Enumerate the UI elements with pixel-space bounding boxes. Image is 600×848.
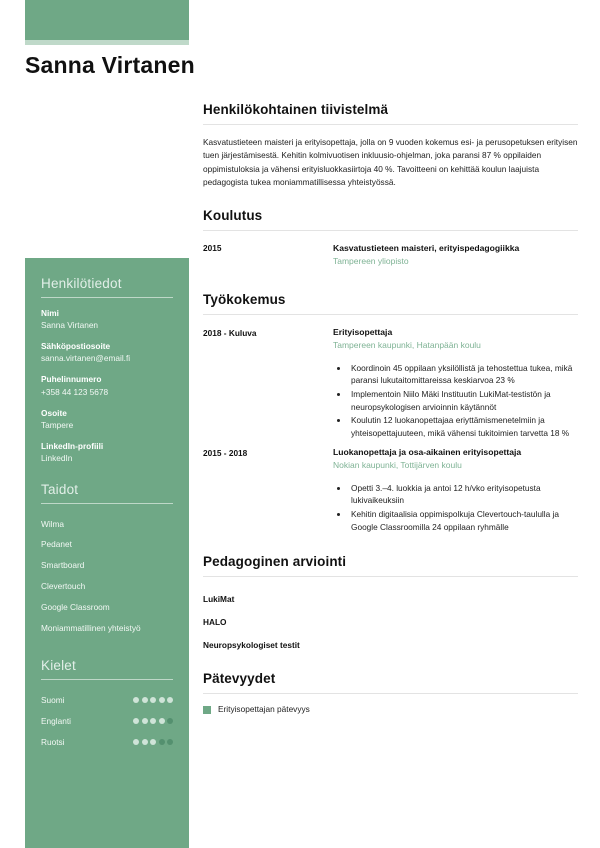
level-dot — [142, 739, 148, 745]
language-name: Suomi — [41, 695, 65, 706]
entry-bullet: • Implementoin Niilo Mäki Instituutin LukiMat-testistön ja neuropsykologisen arvioinnin käytännöt — [349, 388, 578, 413]
sidebar-section-title-personal: Henkilötiedot — [41, 276, 122, 291]
sidebar-section-skills — [41, 482, 173, 640]
contact-label: Puhelinnumero — [41, 374, 102, 385]
header-accent-underline — [25, 40, 189, 45]
sidebar-section-personal — [41, 276, 173, 464]
entry-body — [333, 326, 578, 440]
entry-organisation: Tampereen kaupunki, Hatanpään koulu — [333, 340, 481, 351]
contact-item — [41, 408, 173, 431]
sidebar-divider-languages — [41, 679, 173, 680]
skill-item: Google Classroom — [41, 602, 110, 613]
entry-bullet: • Kehitin digitaalisia oppimispolkuja Clevertouch-taululla ja Google Classroomilla 24 oppilaan ryhmälle — [349, 508, 578, 533]
contact-label: Nimi — [41, 308, 59, 318]
entry-organisation: Tampereen yliopisto — [333, 255, 409, 266]
contact-label: Osoite — [41, 407, 67, 418]
contact-label: LinkedIn-profiili — [41, 440, 104, 451]
contact-label: Sähköpostiosoite — [41, 341, 111, 352]
language-row — [41, 690, 173, 711]
contact-list — [41, 308, 173, 464]
entry-body — [333, 242, 578, 268]
sidebar-section-title-skills: Taidot — [41, 482, 79, 498]
assessment-item: HALO — [203, 616, 227, 627]
sidebar-divider-skills — [41, 503, 173, 504]
education-list — [203, 242, 578, 268]
qualification-label: Erityisopettajan pätevyys — [218, 704, 310, 715]
sidebar — [25, 258, 189, 848]
section-divider-summary — [203, 124, 578, 125]
sidebar-divider-personal — [41, 297, 173, 298]
skill-item: Pedanet — [41, 539, 72, 550]
language-row — [41, 732, 173, 753]
contact-item — [41, 374, 173, 397]
contact-value: Tampere — [41, 419, 74, 430]
header-accent-block — [25, 0, 189, 40]
entry-date: 2015 - 2018 — [203, 447, 248, 458]
language-level-dots — [133, 739, 173, 745]
entry-bullet-list — [333, 362, 578, 440]
section-qualifications — [203, 671, 578, 715]
section-title-assessment: Pedagoginen arviointi — [203, 554, 347, 570]
section-summary — [203, 102, 578, 190]
level-dot — [150, 718, 156, 724]
entry-date: 2015 — [203, 243, 222, 254]
entry-date: 2018 - Kuluva — [203, 327, 257, 338]
level-dot — [167, 697, 173, 703]
summary-text: Kasvatustieteen maisteri ja erityisopettaja, jolla on 9 vuoden kokemus esi- ja perusopetuksen erityisen tuen järjestämisestä. Kehitin kolmivuotisen inkluusio-ohjelman, joka paransi 87 % oppilaiden oppimistuloksia ja vähensi erityisluokkasiirtoja 40 %. Tavoitteeni on kehittää koulun laajuista pedagogista tukea moniammatillisessa yhteistyössä. — [203, 137, 578, 188]
level-dot — [159, 697, 165, 703]
assessment-list — [203, 588, 578, 657]
assessment-item: Neuropsykologiset testit — [203, 639, 300, 650]
section-title-summary: Henkilökohtainen tiivistelmä — [203, 102, 389, 117]
language-level-dots — [133, 697, 173, 703]
contact-value: Sanna Virtanen — [41, 320, 99, 331]
level-dot — [133, 718, 139, 724]
skill-item: Clevertouch — [41, 581, 86, 592]
level-dot — [167, 739, 173, 745]
contact-item — [41, 341, 173, 364]
level-dot — [133, 697, 139, 703]
entry-row — [203, 446, 578, 534]
contact-item — [41, 441, 173, 464]
entry-bullet: • Koulutin 12 luokanopettajaa eriyttämismenetelmiin ja yhteisopettajuuteen, mikä vähensi tukitoimien tarvetta 18 % — [349, 414, 578, 439]
language-list — [41, 690, 173, 753]
entry-body — [333, 446, 578, 534]
main-column — [203, 0, 578, 715]
sidebar-section-title-languages: Kielet — [41, 657, 76, 673]
qualification-item — [203, 705, 578, 715]
contact-item — [41, 308, 173, 331]
experience-list — [203, 326, 578, 534]
section-title-qualifications: Pätevyydet — [203, 671, 276, 687]
language-name: Englanti — [41, 716, 71, 727]
contact-value: +358 44 123 5678 — [41, 386, 109, 397]
level-dot — [150, 697, 156, 703]
entry-title: Erityisopettaja — [333, 327, 393, 338]
section-divider-assessment — [203, 576, 578, 577]
level-dot — [159, 718, 165, 724]
contact-value: sanna.virtanen@email.fi — [41, 353, 131, 364]
section-title-education: Koulutus — [203, 207, 263, 223]
skill-list — [41, 514, 173, 640]
assessment-item: LukiMat — [203, 593, 235, 604]
entry-bullet-list — [333, 482, 578, 533]
skill-item: Wilma — [41, 518, 65, 529]
qualification-swatch-icon — [203, 706, 211, 714]
level-dot — [133, 739, 139, 745]
contact-value: LinkedIn — [41, 453, 73, 463]
page-title: Sanna Virtanen — [25, 52, 195, 78]
section-assessment — [203, 554, 578, 657]
section-title-experience: Työkokemus — [203, 292, 286, 308]
level-dot — [159, 739, 165, 745]
section-divider-qualifications — [203, 693, 578, 694]
level-dot — [142, 718, 148, 724]
skill-item: Moniammatillinen yhteistyö — [41, 623, 141, 634]
level-dot — [142, 697, 148, 703]
language-level-dots — [133, 718, 173, 724]
entry-row — [203, 326, 578, 440]
section-experience — [203, 292, 578, 534]
language-name: Ruotsi — [41, 737, 65, 748]
entry-bullet: • Koordinoin 45 oppilaan yksilöllistä ja tehostettua tukea, mikä paransi lukutaitomittareissa keskiarvoa 23 % — [349, 362, 578, 387]
entry-title: Kasvatustieteen maisteri, erityispedagogiikka — [333, 242, 520, 253]
entry-bullet: • Opetti 3.–4. luokkia ja antoi 12 h/vko erityisopetusta lukivaikeuksiin — [349, 482, 578, 507]
level-dot — [167, 718, 173, 724]
sidebar-section-languages — [41, 658, 173, 753]
skill-item: Smartboard — [41, 560, 85, 571]
entry-row — [203, 242, 578, 268]
entry-title: Luokanopettaja ja osa-aikainen erityisopettaja — [333, 447, 522, 458]
level-dot — [150, 739, 156, 745]
section-education — [203, 208, 578, 268]
section-divider-experience — [203, 314, 578, 315]
section-divider-education — [203, 230, 578, 231]
entry-organisation: Nokian kaupunki, Tottijärven koulu — [333, 460, 462, 471]
qualification-list — [203, 705, 578, 715]
language-row — [41, 711, 173, 732]
